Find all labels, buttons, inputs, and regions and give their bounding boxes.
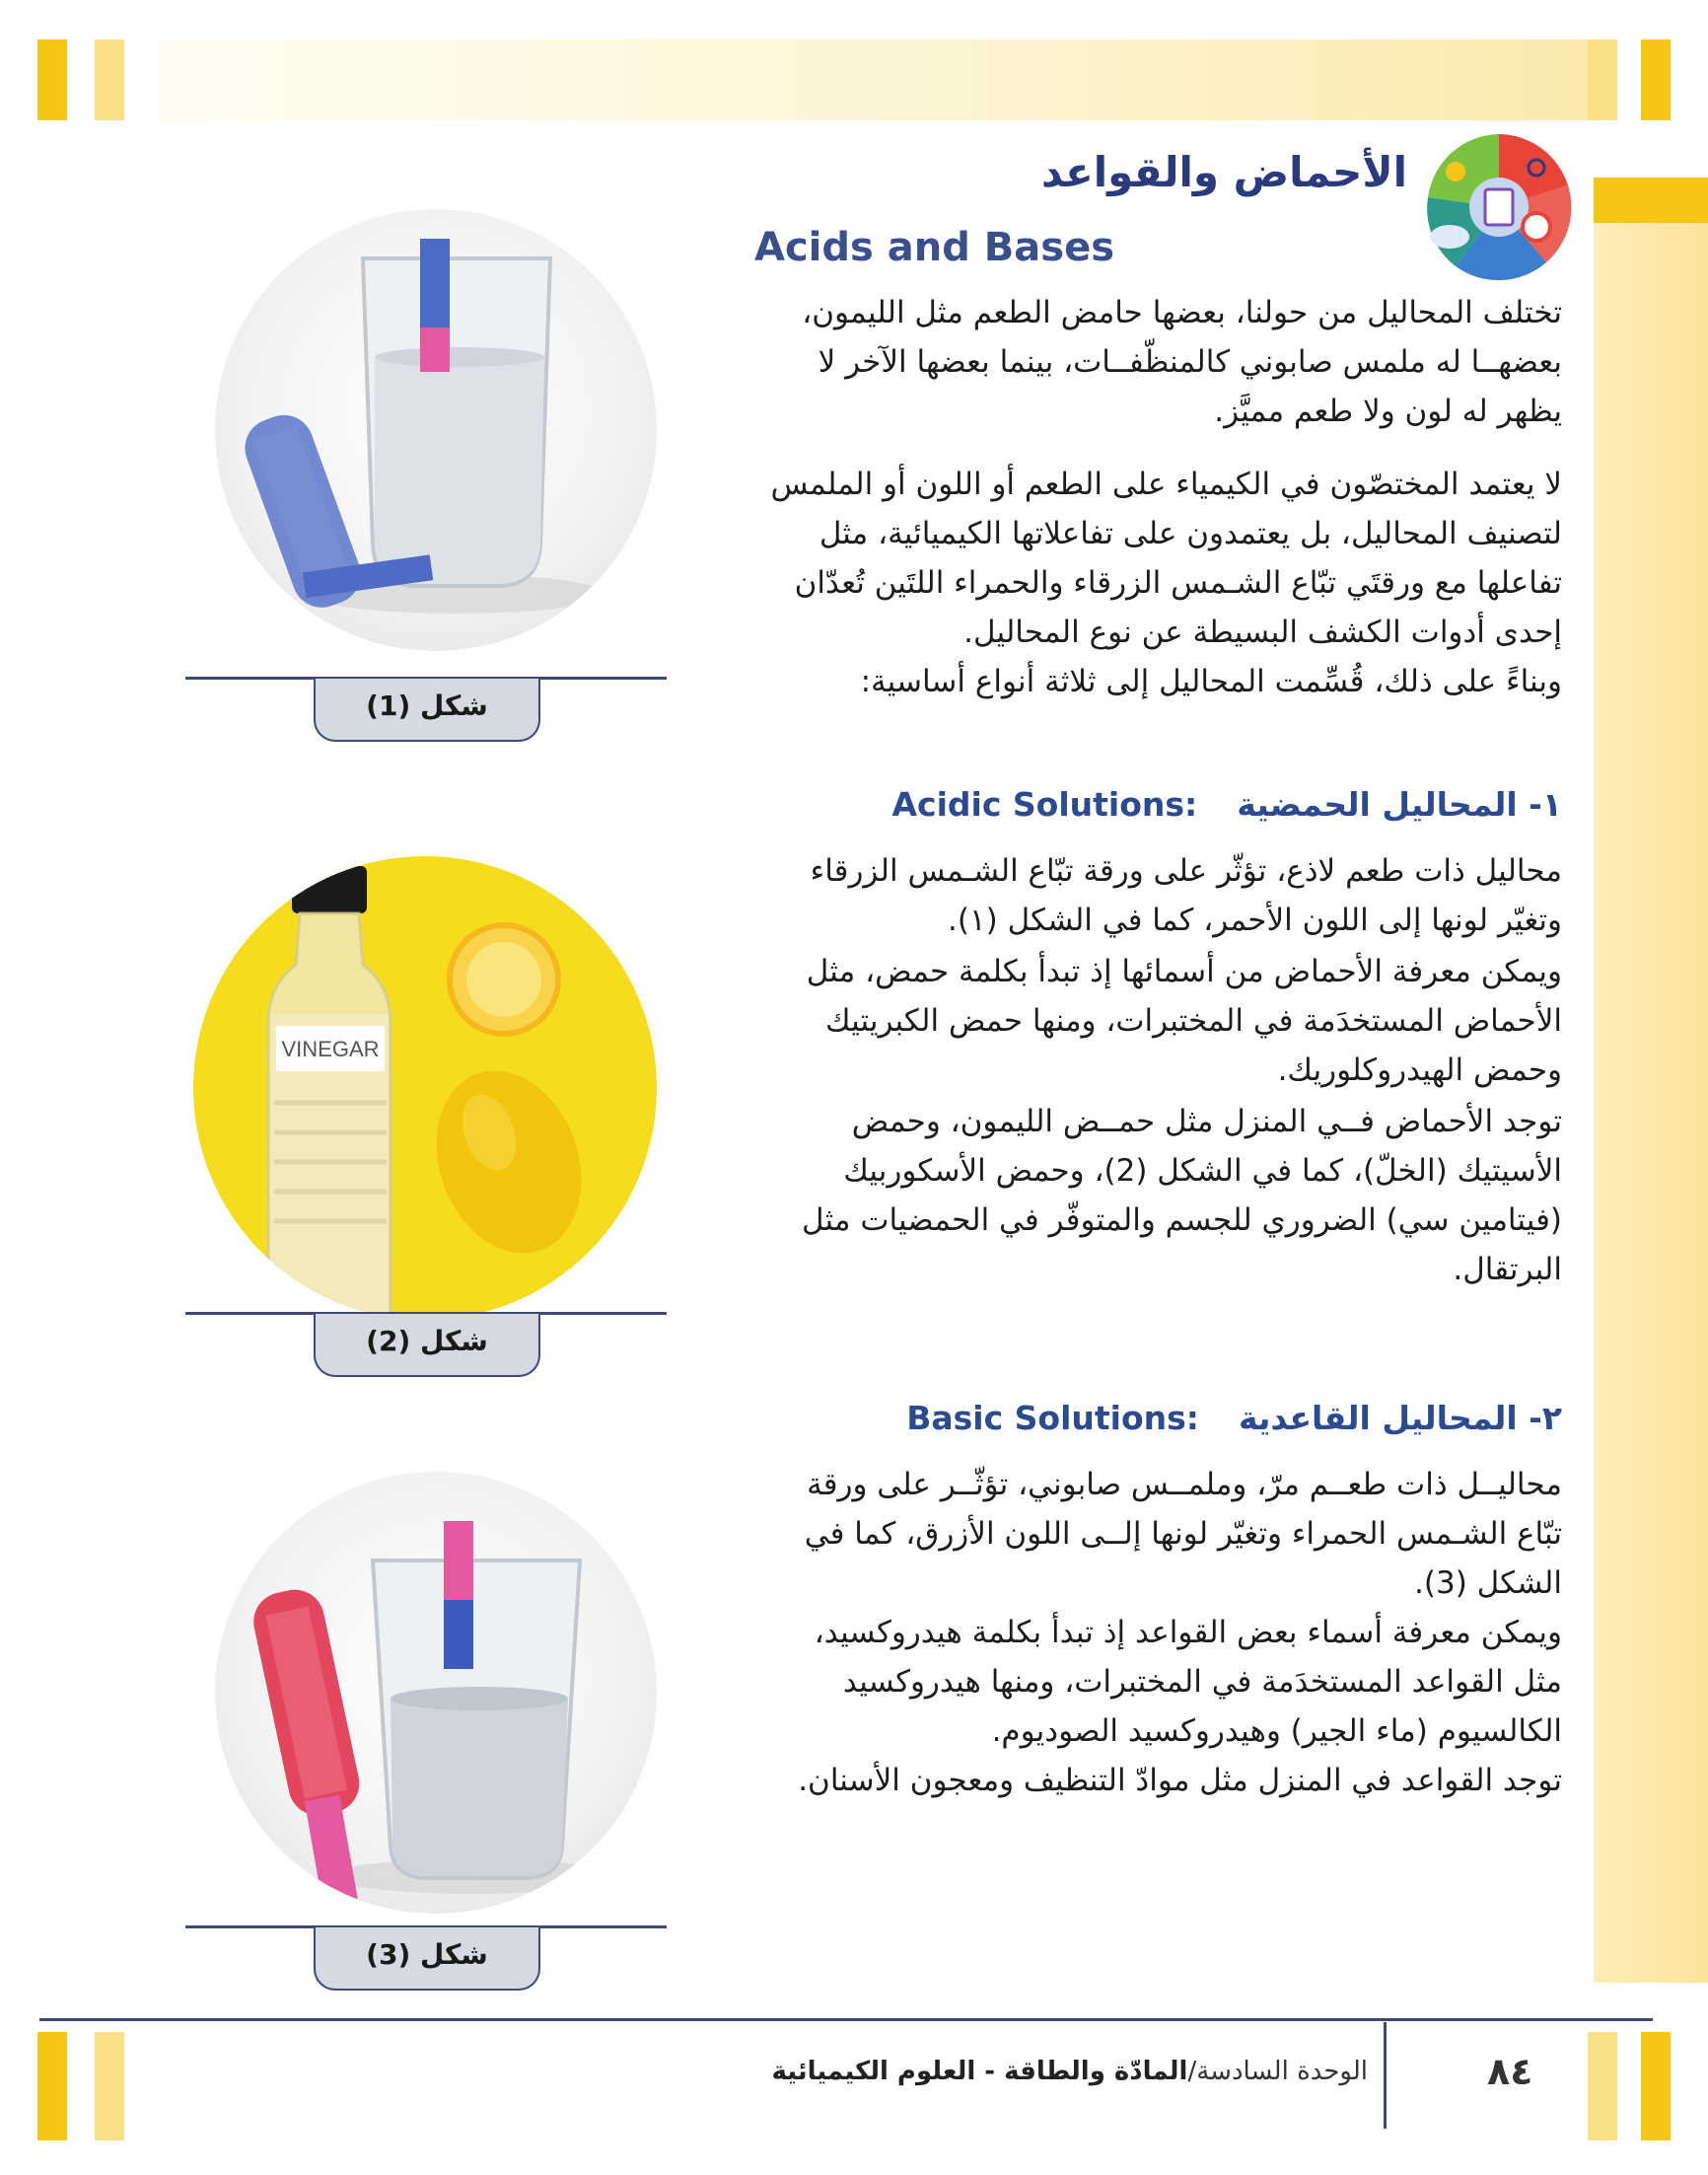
section-basic-heading-en: Basic Solutions: [906, 1399, 1199, 1437]
footer-subject: المادّة والطاقة - العلوم الكيميائية [771, 2057, 1188, 2086]
footer-left-bar-1 [37, 2032, 67, 2140]
figure-1-caption: شكل (1) [314, 679, 540, 742]
top-right-bar-1 [1588, 39, 1617, 120]
basic-paragraph-2 [753, 1608, 1562, 1756]
footer-right-bar-1 [1588, 2032, 1617, 2140]
figure-2-caption: شكل (2) [314, 1314, 540, 1377]
beaker-red-paper-illustration [215, 1472, 657, 1914]
section-acidic-heading-ar: ١- المحاليل الحمضية [1237, 785, 1562, 824]
figure-1-image [215, 209, 657, 651]
footer-line [39, 2018, 1653, 2021]
footer-right-bar-2 [1641, 2032, 1671, 2140]
top-band [158, 39, 1588, 120]
s1p3-line: الأسيتيك (الخلّ)، كما في الشكل (2)، وحمض الأسكوربيك [843, 1153, 1562, 1189]
s2p2-line: ويمكن معرفة أسماء بعض القواعد إذ تبدأ بكلمة هيدروكسيد، [814, 1615, 1562, 1650]
p2-line: إحدى أدوات الكشف البسيطة عن نوع المحاليل. [963, 615, 1562, 650]
acidic-paragraph-1 [753, 846, 1562, 945]
s1p1-line: محاليل ذات طعم لاذع، تؤثّر على ورقة تبّاع الشـمس الزرقاء [810, 853, 1562, 889]
intro-line: يظهر له لون ولا طعم مميَّز. [1214, 394, 1562, 429]
footer-unit: الوحدة السادسة/ [1187, 2057, 1368, 2086]
basic-paragraph-1 [753, 1460, 1562, 1608]
top-left-bar-1 [37, 39, 67, 120]
basic-paragraph-3 [753, 1756, 1562, 1805]
s1p2-line: ويمكن معرفة الأحماض من أسمائها إذ تبدأ بكلمة حمض، مثل [806, 954, 1562, 989]
intro-line: تختلف المحاليل من حولنا، بعضها حامض الطعم مثل الليمون، [802, 295, 1562, 330]
p2-line: لتصنيف المحاليل، بل يعتمدون على تفاعلاتها الكيميائية، مثل [818, 516, 1562, 551]
side-tab [1594, 178, 1708, 223]
s2p1-line: تبّاع الشـمس الحمراء وتغيّر لونها إلــى اللون الأزرق، كما في [804, 1516, 1562, 1552]
beaker-blue-paper-illustration [215, 209, 657, 651]
page-title-ar: الأحماض والقواعد [1040, 148, 1407, 196]
section-basic-heading-ar: ٢- المحاليل القاعدية [1238, 1399, 1562, 1437]
intro-line: بعضهــا له ملمس صابوني كالمنظّفــات، بينما بعضها الآخر لا [818, 344, 1562, 380]
s1p3-line: (فيتامين سي) الضروري للجسم والمتوفّر في الحمضيات مثل [802, 1202, 1562, 1238]
section-basic-heading [906, 1399, 1562, 1437]
science-wheel-icon [1420, 128, 1578, 286]
page-title-en: Acids and Bases [754, 225, 1114, 270]
intro-paragraph [753, 288, 1562, 436]
section-acidic-heading [892, 785, 1563, 824]
footer-left-bar-2 [95, 2032, 124, 2140]
footer-unit-text [772, 2057, 1368, 2086]
top-left-bar-2 [95, 39, 124, 120]
p2-line: لا يعتمد المختصّون في الكيمياء على الطعم أو اللون أو الملمس [770, 467, 1562, 502]
s2p2-line: مثل القواعد المستخدَمة في المختبرات، ومنها هيدروكسيد [842, 1664, 1562, 1700]
figure-3-image [215, 1472, 657, 1914]
page-number: ٨٤ [1487, 2050, 1533, 2093]
s1p1-line: وتغيّر لونها إلى اللون الأحمر، كما في الشكل (١). [948, 903, 1562, 938]
acidic-paragraph-2 [753, 947, 1562, 1095]
s2p2-line: الكالسيوم (ماء الجير) وهيدروكسيد الصوديوم. [991, 1713, 1562, 1749]
acidic-paragraph-3 [753, 1097, 1562, 1294]
s1p3-line: توجد الأحماض فــي المنزل مثل حمــض الليمون، وحمض [851, 1104, 1562, 1139]
figure-3-caption: شكل (3) [314, 1927, 540, 1991]
s1p2-line: وحمض الهيدروكلوريك. [1277, 1052, 1562, 1088]
p2-line: تفاعلها مع ورقتَي تبّاع الشـمس الزرقاء والحمراء اللتَين تُعدّان [794, 565, 1562, 601]
s1p3-line: البرتقال. [1453, 1252, 1562, 1287]
s1p2-line: الأحماض المستخدَمة في المختبرات، ومنها حمض الكبريتيك [824, 1003, 1562, 1039]
s2p1-line: محاليــل ذات طعــم مرّ، وملمــس صابوني، تؤثّــر على ورقة [807, 1467, 1562, 1502]
footer-divider [1384, 2022, 1387, 2129]
vinegar-lemon-illustration [193, 856, 657, 1320]
section-acidic-heading-en: Acidic Solutions: [891, 785, 1198, 824]
top-right-bar-2 [1641, 39, 1671, 120]
p2-line: وبناءً على ذلك، قُسِّمت المحاليل إلى ثلاثة أنواع أساسية: [860, 664, 1562, 699]
vinegar-label: VINEGAR [281, 1037, 380, 1061]
s2p3-line: توجد القواعد في المنزل مثل موادّ التنظيف ومعجون الأسنان. [798, 1763, 1562, 1798]
s2p1-line: الشكل (3). [1414, 1565, 1562, 1601]
classification-paragraph [753, 460, 1562, 706]
figure-2-image [193, 856, 657, 1320]
side-strip [1594, 178, 1708, 1983]
